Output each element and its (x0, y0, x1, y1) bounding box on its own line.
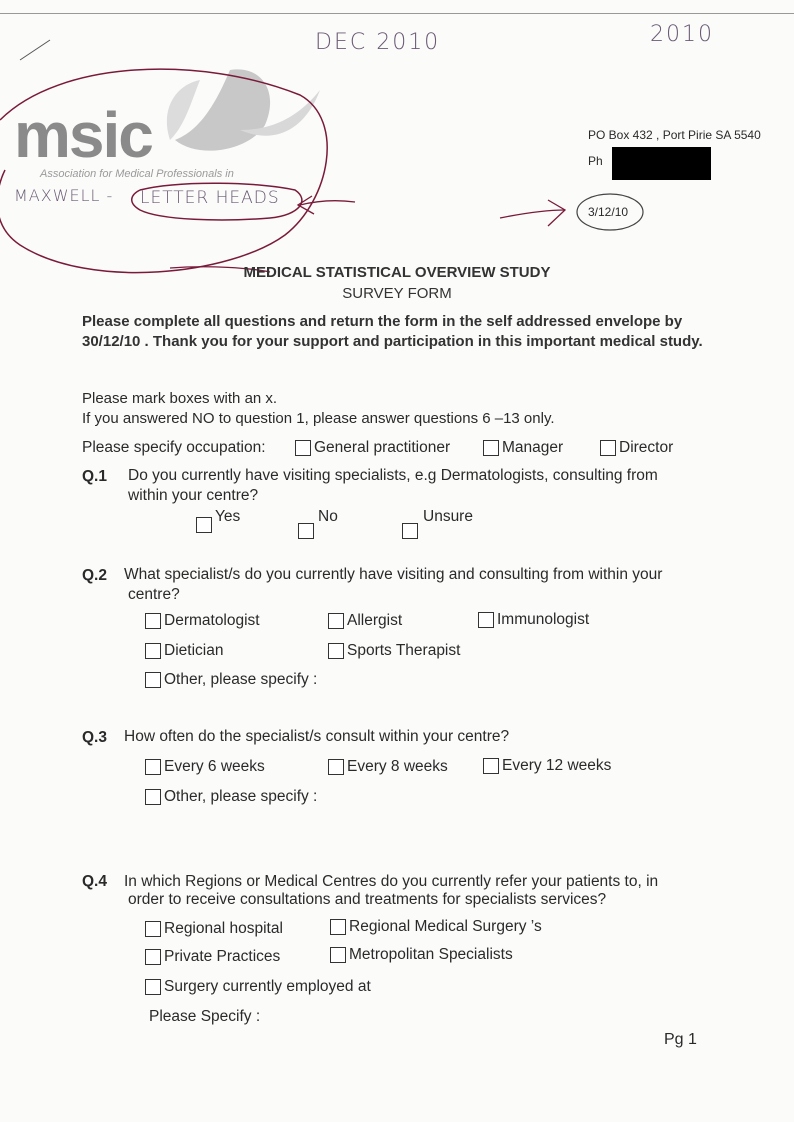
letter-heads-circle (132, 183, 302, 220)
q2-option-other[interactable]: Other, please specify : (145, 671, 317, 689)
q3-text-1: How often do the specialist/s consult within your centre? (124, 728, 510, 745)
occupation-label: Please specify occupation: (82, 439, 266, 456)
checkbox[interactable] (600, 440, 616, 456)
occupation-option-manager[interactable]: Manager (483, 439, 563, 457)
q2-number: Q.2 (82, 567, 107, 584)
q4-option-surgery-employed[interactable]: Surgery currently employed at (145, 978, 371, 996)
survey-title: MEDICAL STATISTICAL OVERVIEW STUDY (243, 264, 551, 281)
occupation-option-gp[interactable]: General practitioner (295, 439, 450, 457)
pen-arrow-left (300, 201, 355, 205)
q4-text-2: order to receive consultations and treatments for specialists services? (128, 891, 607, 908)
instruction-line-2: If you answered NO to question 1, please answer questions 6 –13 only. (82, 410, 555, 427)
address: PO Box 432 , Port Pirie SA 5540 (588, 128, 761, 142)
survey-subtitle: SURVEY FORM (342, 285, 452, 302)
handwritten-year: 2010 (650, 22, 714, 47)
q1-text-2: within your centre? (128, 487, 259, 504)
handwritten-date: DEC 2010 (315, 30, 441, 55)
logo-text: msic (14, 99, 152, 171)
q1-unsure-checkbox[interactable] (402, 522, 421, 540)
q4-option-metropolitan-specialists[interactable]: Metropolitan Specialists (330, 946, 513, 964)
q4-text-1: In which Regions or Medical Centres do you currently refer your patients to, in (124, 873, 659, 890)
q3-option-8-weeks[interactable]: Every 8 weeks (328, 758, 448, 776)
q3-number: Q.3 (82, 729, 107, 746)
handwritten-letter-heads: LETTER HEADS (140, 188, 280, 208)
instruction-line-1: Please mark boxes with an x. (82, 390, 278, 407)
intro-line-1: Please complete all questions and return the form in the self addressed envelope by (82, 313, 683, 330)
q2-option-allergist[interactable]: Allergist (328, 612, 402, 630)
q2-text-1: What specialist/s do you currently have visiting and consulting from within your (124, 566, 663, 583)
q1-no-label: No (318, 508, 338, 525)
q3-option-12-weeks[interactable]: Every 12 weeks (483, 757, 611, 775)
logo-subtitle: Association for Medical Professionals in (40, 168, 234, 180)
page-number: Pg 1 (664, 1031, 697, 1048)
phone-label: Ph (588, 154, 603, 168)
checkbox[interactable] (483, 440, 499, 456)
q1-yes-checkbox[interactable] (196, 516, 215, 534)
q4-option-regional-surgery[interactable]: Regional Medical Surgery ’s (330, 918, 542, 936)
pen-stroke-corner (20, 40, 50, 60)
q3-option-other[interactable]: Other, please specify : (145, 788, 317, 806)
intro-line-2: 30/12/10 . Thank you for your support and participation in this important medical study. (82, 333, 703, 350)
received-date: 3/12/10 (588, 205, 629, 219)
redacted-phone (612, 147, 711, 180)
q2-option-dermatologist[interactable]: Dermatologist (145, 612, 260, 630)
q1-no-checkbox[interactable] (298, 522, 317, 540)
checkbox[interactable] (295, 440, 311, 456)
q1-number: Q.1 (82, 468, 107, 485)
q2-text-2: centre? (128, 586, 180, 603)
q4-specify-label: Please Specify : (149, 1008, 261, 1025)
occupation-option-director[interactable]: Director (600, 439, 673, 457)
q2-option-immunologist[interactable]: Immunologist (478, 611, 589, 629)
pen-arrow-right (500, 210, 565, 218)
q4-option-private-practices[interactable]: Private Practices (145, 948, 280, 966)
q2-option-dietician[interactable]: Dietician (145, 642, 223, 660)
q1-yes-label: Yes (215, 508, 241, 525)
q4-number: Q.4 (82, 873, 107, 890)
handwritten-maxwell-note: MAXWELL - (14, 186, 114, 205)
large-pen-circle (0, 69, 327, 272)
q3-option-6-weeks[interactable]: Every 6 weeks (145, 758, 265, 776)
q4-option-regional-hospital[interactable]: Regional hospital (145, 920, 283, 938)
q1-unsure-label: Unsure (423, 508, 473, 525)
q2-option-sports-therapist[interactable]: Sports Therapist (328, 642, 460, 660)
pen-arrowhead-right (548, 200, 565, 226)
q1-text-1: Do you currently have visiting specialists, e.g Dermatologists, consulting from (128, 467, 658, 484)
